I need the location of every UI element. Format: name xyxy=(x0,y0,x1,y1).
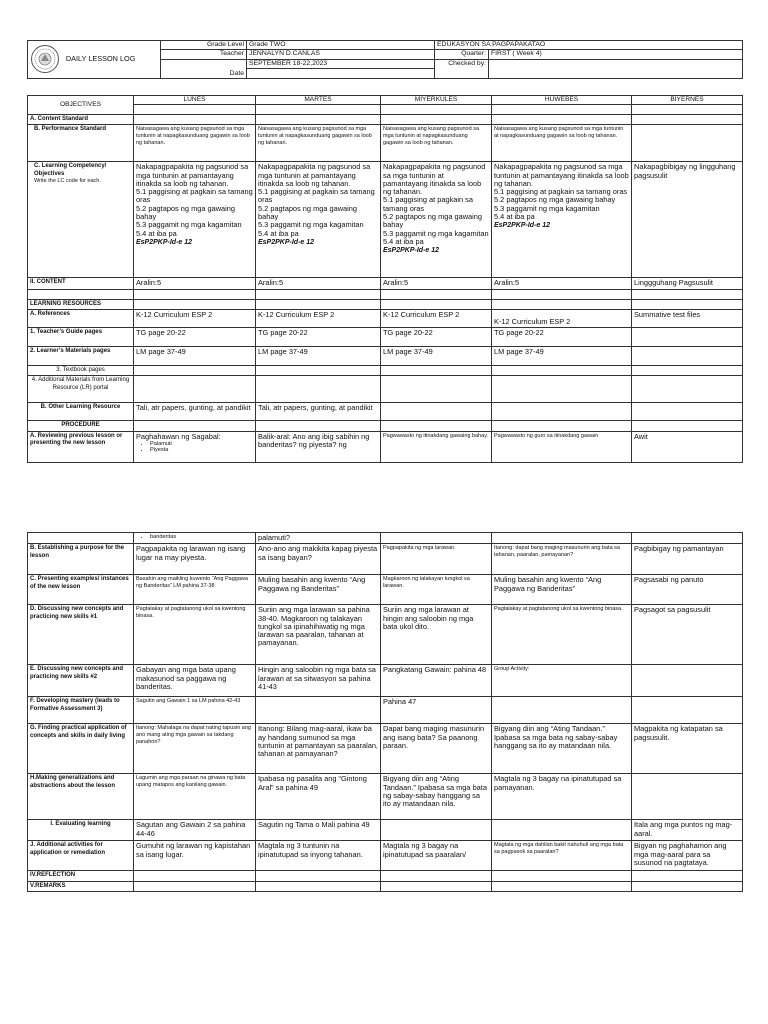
table-row xyxy=(28,346,743,365)
content-mon: Aralin:5 xyxy=(134,278,256,289)
perf-thu: Naisasagawa ang kusang pagsunod sa mga tuntunin at napagkasunduang gagawin sa loob ng tahanan. xyxy=(492,125,632,162)
discussing-2-label: E. Discussing new concepts and practicing new skills #2 xyxy=(28,665,134,697)
gen-wed: Bigyang diin ang “Ating Tandaan.” Ipabasa sa mga bata ng sabay-sabay hanggang sa ito ay matandaan nila. xyxy=(381,774,492,820)
content-standard-label: A. Content Standard xyxy=(28,115,134,125)
purpose-fri: Pagbibigay ng pamantayan xyxy=(632,544,743,575)
disc1-thu: Pagtalakay at pagtatanong ukol sa kwentong binasa. xyxy=(492,605,632,665)
disc1-fri: Pagsagot sa pagsusulit xyxy=(632,605,743,665)
quarter-label: Quarter: xyxy=(435,50,489,59)
references-label: A. References xyxy=(28,309,134,327)
date-blank xyxy=(247,68,435,78)
teacher-label: Teacher xyxy=(161,50,247,59)
lc-fri: Nakapagbibigay ng lingguhang pagsusulit xyxy=(632,162,743,278)
table-row xyxy=(28,125,743,162)
table-row xyxy=(28,544,743,575)
review-fri: Awit xyxy=(632,431,743,462)
grade-level-value: Grade TWO xyxy=(247,41,435,50)
objectives-header: OBJECTIVES xyxy=(28,96,134,115)
teachers-guide-label: 1. Teacher’s Guide pages xyxy=(28,327,134,346)
tg-tue: TG page 20-22 xyxy=(256,327,381,346)
table-row xyxy=(28,289,743,299)
textbook-label: 3. Textbook pages xyxy=(28,365,134,375)
generalization-label: H.Making generalizations and abstractions about the lesson xyxy=(28,774,134,820)
refs-fri: Summative test files xyxy=(632,309,743,327)
lc-wed: Nakapagpapakita ng pagsunod sa mga tuntunin at pamantayang itinakda sa loob ng tahanan. 5.1 paggising at pagkain sa tamang oras 5.2 pagtapos ng mga gawaing bahay 5.3 paggamit ng mga kagamitan 5.4 at iba pa EsP2PKP-Id-e 12 xyxy=(381,162,492,278)
table-row xyxy=(28,162,743,278)
tg-wed: TG page 20-22 xyxy=(381,327,492,346)
practical-label: G. Finding practical application of concepts and skills in daily living xyxy=(28,724,134,774)
practical-wed: Dapat bang maging masunurin ang isang bata? Sa paanong paraan. xyxy=(381,724,492,774)
date-value: SEPTEMBER 18-22,2023 xyxy=(247,59,435,68)
other-mon: Tali, atr papers, gunting, at pandikit xyxy=(134,403,256,421)
tg-thu: TG page 20-22 xyxy=(492,327,632,346)
review-mon: Paghahawan ng Sagabal: • Palamuti • Piyesta xyxy=(134,431,256,462)
addact-wed: Magtala ng 3 bagay na ipinatutupad sa paaralan/ xyxy=(381,841,492,871)
reflection-label: IV.REFLECTION xyxy=(28,871,134,881)
day-header-mon: LUNES xyxy=(134,96,256,105)
day-header-thu: HUWEBES xyxy=(492,96,632,105)
other-resources-label: B. Other Learning Resource xyxy=(28,403,134,421)
day-header-wed: MIYERKULES xyxy=(381,96,492,105)
subject-value: EDUKASYON SA PAGPAPAKATAO xyxy=(435,41,743,50)
practical-fri: Magpakita ng katapatan sa pagsusulit. xyxy=(632,724,743,774)
table-row xyxy=(28,533,743,544)
table-row xyxy=(28,421,743,431)
review-tue: Balik-aral: Ano ang ibig sabihin ng banderitas? ng piyesta? ng xyxy=(256,431,381,462)
presenting-wed: Magkaroon ng talakayan tungkol sa larawan. xyxy=(381,575,492,605)
refs-wed: K-12 Curriculum ESP 2 xyxy=(381,309,492,327)
table-row xyxy=(28,376,743,403)
presenting-fri: Pagsasabi ng panuto xyxy=(632,575,743,605)
content-label: II. CONTENT xyxy=(28,278,134,289)
table-row xyxy=(28,575,743,605)
disc1-mon: Pagtalakay at pagtatanong ukol sa kwentong binasa. xyxy=(134,605,256,665)
gen-thu: Magtala ng 3 bagay na ipinatutupad sa pamayanan. xyxy=(492,774,632,820)
table-row xyxy=(28,820,743,841)
practical-mon: Itanong: Mahalaga na dapat nating tapusin ang ano mang ating mga gawain sa takdang panahon? xyxy=(134,724,256,774)
addact-tue: Magtala ng 3 tuntunin na ipinatutupad sa inyong tahanan. xyxy=(256,841,381,871)
table-row xyxy=(28,299,743,309)
learning-resources-label: LEARNING RESOURCES xyxy=(28,299,134,309)
list-item: • Piyesta xyxy=(150,447,253,453)
eval-tue: Sagutin ng Tama o Mali pahina 49 xyxy=(256,820,381,841)
practical-thu: Bigyang diin ang “Ating Tandaan.” Ipabasa sa mga bata ng sabay-sabay hanggang sa ito ay matandaan nila. xyxy=(492,724,632,774)
lc-thu: Nakapagpapakita ng pagsunod sa mga tuntunin at pamantayang itinakda sa loob ng tahanan. 5.1 paggising at pagkain sa tamang oras 5.2 pagtapos ng mga gawaing bahay 5.3 paggamit ng mga kagamitan 5.4 at iba pa EsP2PKP-Id-e 12 xyxy=(492,162,632,278)
content-fri: Linggguhang Pagsusulit xyxy=(632,278,743,289)
refs-mon: K-12 Curriculum ESP 2 xyxy=(134,309,256,327)
eval-fri: Itala ang mga puntos ng mag-aaral. xyxy=(632,820,743,841)
lc-tue: Nakapagpapakita ng pagsunod sa mga tuntunin at pamantayang itinakda sa loob ng tahanan. 5.1 paggising at pagkain sa tamang oras 5.2 pagtapos ng mga gawaing bahay 5.3 paggamit ng mga kagamitan 5.4 at iba pa EsP2PKP-Id-e 12 xyxy=(256,162,381,278)
learners-materials-label: 2. Learner’s Materials pages xyxy=(28,346,134,365)
purpose-label: B. Establishing a purpose for the lesson xyxy=(28,544,134,575)
addact-mon: Gumuhit ng larawan ng kapistahan sa isang lugar. xyxy=(134,841,256,871)
review-wed: Pagwawasto ng itinakdang gawaing bahay. xyxy=(381,431,492,462)
perf-wed: Naisasagawa ang kusang pagsunod sa mga tuntunin at napagkasunduang gagawin sa loob ng tahanan. xyxy=(381,125,492,162)
procedure-label: PROCEDURE xyxy=(28,421,134,431)
evaluating-label: I. Evaluating learning xyxy=(28,820,134,841)
table-row xyxy=(28,605,743,665)
quarter-value: FIRST ( Week 4) xyxy=(489,50,743,59)
table-row xyxy=(28,431,743,462)
day-header-tue: MARTES xyxy=(256,96,381,105)
table-row xyxy=(28,365,743,375)
table-row xyxy=(28,774,743,820)
disc2-wed: Pangkatang Gawain: pahina 48 xyxy=(381,665,492,697)
eval-mon: Sagutan ang Gawain 2 sa pahina 44-46 xyxy=(134,820,256,841)
day-header-fri: BIYERNES xyxy=(632,96,743,105)
table-row xyxy=(28,841,743,871)
review-thu: Pagwawasto ng guro sa itinakdang gawain xyxy=(492,431,632,462)
disc2-mon: Gabayan ang mga bata upang makasunod sa paggawa ng banderitas. xyxy=(134,665,256,697)
gen-tue: Ipabasa ng pasalita ang “Gintong Aral” sa pahina 49 xyxy=(256,774,381,820)
lm-mon: LM page 37-49 xyxy=(134,346,256,365)
discussing-1-label: D. Discussing new concepts and practicing new skills #1 xyxy=(28,605,134,665)
practical-tue: Itanong: Bilang mag-aaral, ikaw ba ay handang sumunod sa mga tuntunin at pamantayan sa paaralan, tahanan at pamayanan? xyxy=(256,724,381,774)
disc1-wed: Suriin ang mga larawan at hingin ang saloobin ng mga bata ukol dito. xyxy=(381,605,492,665)
other-tue: Tali, atr papers, gunting, at pandikit xyxy=(256,403,381,421)
document-title: DAILY LESSON LOG xyxy=(65,53,136,63)
checked-by-value xyxy=(489,59,743,78)
learning-competency-label: C. Learning Competency/ Objectives Write the LC code for each. xyxy=(28,162,134,278)
deped-seal-icon xyxy=(30,44,60,74)
purpose-mon: Pagpapakita ng larawan ng isang lugar na may piyesta. xyxy=(134,544,256,575)
review-mon-cont xyxy=(134,533,256,544)
additional-materials-label: 4. Additional Materials from Learning Resource (LR) portal xyxy=(28,376,134,403)
table-row xyxy=(28,697,743,724)
table-row xyxy=(28,278,743,289)
additional-activities-label: J. Additional activities for application or remediation xyxy=(28,841,134,871)
list-item: • Palamuti xyxy=(150,441,253,447)
refs-tue: K-12 Curriculum ESP 2 xyxy=(256,309,381,327)
lesson-table-part-2 xyxy=(27,532,743,892)
disc1-tue: Suriin ang mga larawan sa pahina 38-40. Magkaroon ng talakayan tungkol sa ipinahihiwatig ng mga larawan sa paaralan, tahanan at pamayanan. xyxy=(256,605,381,665)
addact-thu: Magtala ng mga dahilan bakit nahuhuli ang mga bata sa pagpasok sa paaralan? xyxy=(492,841,632,871)
purpose-tue: Ano-ano ang makikita kapag piyesta sa isang bayan? xyxy=(256,544,381,575)
purpose-thu: Itanong: dapat bang maging masunurin ang bata sa tahanan, paaralan, pamayanan? xyxy=(492,544,632,575)
table-row xyxy=(28,403,743,421)
table-row xyxy=(28,115,743,125)
list-item: • banderitas xyxy=(150,534,253,541)
checked-by-label: Checked by: xyxy=(435,59,489,78)
content-thu: Aralin:5 xyxy=(492,278,632,289)
lm-tue: LM page 37-49 xyxy=(256,346,381,365)
lc-mon: Nakapagpapakita ng pagsunod sa mga tuntunin at pamantayang itinakda sa loob ng tahanan. 5.1 paggising at pagkain sa tamang oras 5.2 pagtapos ng mga gawaing bahay 5.3 paggamit ng mga kagamitan 5.4 at iba pa EsP2PKP-Id-e 12 xyxy=(134,162,256,278)
perf-tue: Naisasagawa ang kusang pagsunod sa mga tuntunin at napagkasunduang gagawin sa loob ng tahanan. xyxy=(256,125,381,162)
mastery-wed: Pahina 47 xyxy=(381,697,492,724)
table-row xyxy=(28,724,743,774)
addact-fri: Bigyan ng paghahamon ang mga mag-aaral para sa susunod na pagtataya. xyxy=(632,841,743,871)
tg-mon: TG page 20-22 xyxy=(134,327,256,346)
header-table xyxy=(27,40,743,79)
lc-note: Write the LC code for each. xyxy=(34,177,101,184)
teacher-value: JENNALYN D.CANLAS xyxy=(247,50,435,59)
lm-thu: LM page 37-49 xyxy=(492,346,632,365)
purpose-wed: Pagpapakita ng mga larawan. xyxy=(381,544,492,575)
date-label: Date xyxy=(161,59,247,78)
table-row xyxy=(28,871,743,881)
presenting-label: C. Presenting examples/ instances of the new lesson xyxy=(28,575,134,605)
refs-thu: K-12 Curriculum ESP 2 xyxy=(492,309,632,327)
review-tue-cont: palamuti? xyxy=(256,533,381,544)
table-row xyxy=(28,665,743,697)
table-row xyxy=(28,309,743,327)
lm-wed: LM page 37-49 xyxy=(381,346,492,365)
disc2-thu: Group Activity: xyxy=(492,665,632,697)
remarks-label: V.REMARKS xyxy=(28,881,134,891)
performance-standard-label: B. Performance Standard xyxy=(28,125,134,162)
lesson-table-part-1 xyxy=(27,95,743,463)
grade-level-label: Grade Level xyxy=(161,41,247,50)
gen-mon: Lagumin ang mga paraan na ginawa ng bata upang matapos ang kanilang gawain. xyxy=(134,774,256,820)
table-row xyxy=(28,881,743,891)
table-row xyxy=(28,327,743,346)
content-tue: Aralin:5 xyxy=(256,278,381,289)
presenting-thu: Muling basahin ang kwento “Ang Paggawa ng Banderitas” xyxy=(492,575,632,605)
perf-mon: Naisasagawa ang kusang pagsunod sa mga tuntunin at napagkasunduang gagawin sa loob ng tahanan. xyxy=(134,125,256,162)
presenting-tue: Muling basahin ang kwento “Ang Paggawa ng Banderitas” xyxy=(256,575,381,605)
content-wed: Aralin:5 xyxy=(381,278,492,289)
presenting-mon: Basahin ang maikling kuwento “Ang Paggawa ng Banderitas” LM pahina 37-38 xyxy=(134,575,256,605)
disc2-tue: Hingin ang saloobin ng mga bata sa larawan at sa sitwasyon sa pahina 41-43 xyxy=(256,665,381,697)
mastery-label: F. Developing mastery (leads to Formative Assessment 3) xyxy=(28,697,134,724)
logo-cell xyxy=(28,41,161,79)
review-label: A. Reviewing previous lesson or presenting the new lesson xyxy=(28,431,134,462)
mastery-mon: Sagutin ang Gawain 1 sa LM pahina 42-43 xyxy=(134,697,256,724)
